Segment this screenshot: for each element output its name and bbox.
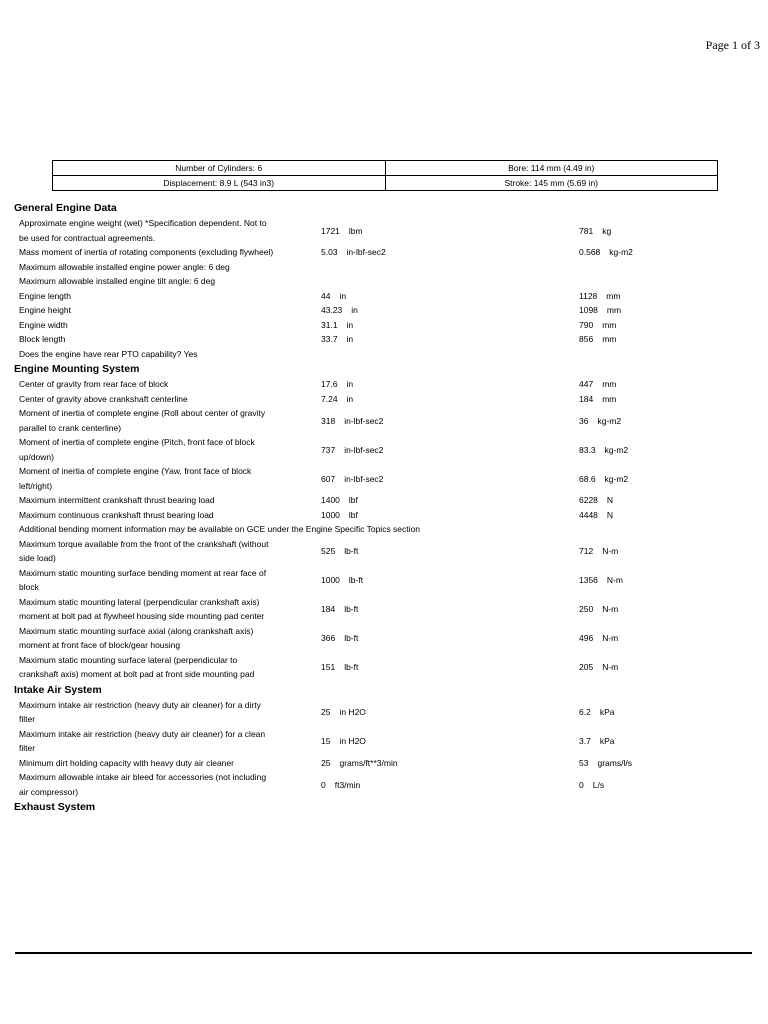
metric-unit: N-m bbox=[602, 604, 619, 614]
metric-value-cell bbox=[579, 305, 621, 315]
metric-value: 36 bbox=[579, 415, 589, 426]
section-title: Intake Air System bbox=[14, 683, 102, 696]
spec-label: Maximum allowable installed engine power angle: 6 deg bbox=[19, 261, 230, 272]
imperial-value-cell bbox=[321, 334, 353, 344]
spec-label: Minimum dirt holding capacity with heavy duty air cleaner bbox=[19, 757, 234, 768]
metric-value: 6228 bbox=[579, 495, 598, 506]
metric-value: 496 bbox=[579, 633, 594, 643]
imperial-value-cell bbox=[321, 495, 358, 505]
metric-unit: N bbox=[606, 509, 614, 520]
spec-label: Moment of inertia of complete engine (Pitch, front face of block up/down) bbox=[19, 437, 255, 462]
cylinders-cell: Number of Cylinders: 6 bbox=[53, 161, 386, 176]
spec-label: Mass moment of inertia of rotating components (excluding flywheel) bbox=[19, 247, 274, 257]
spec-label: Maximum static mounting surface bending moment at rear face of block bbox=[19, 567, 267, 592]
metric-value: 184 bbox=[579, 393, 594, 404]
metric-value-cell bbox=[579, 736, 614, 746]
metric-value-cell bbox=[579, 575, 623, 585]
imperial-value-cell bbox=[321, 474, 383, 484]
stroke-cell: Stroke: 145 mm (5.69 in) bbox=[385, 176, 718, 191]
imperial-unit: ft3/min bbox=[334, 779, 361, 790]
imperial-unit: lbf bbox=[348, 495, 358, 506]
imperial-value-cell bbox=[321, 416, 383, 426]
metric-value-cell bbox=[579, 780, 604, 790]
section-title: Engine Mounting System bbox=[14, 363, 140, 375]
metric-value: 0 bbox=[579, 779, 584, 790]
metric-value-cell bbox=[579, 247, 633, 257]
metric-value-cell bbox=[579, 604, 618, 614]
metric-value: 205 bbox=[579, 662, 594, 672]
spec-label: Engine height bbox=[19, 305, 71, 315]
imperial-value-cell bbox=[321, 707, 366, 717]
metric-value-cell bbox=[579, 416, 621, 426]
imperial-unit: in bbox=[346, 379, 354, 390]
metric-unit: kg-m2 bbox=[604, 473, 629, 484]
metric-value: 250 bbox=[579, 604, 594, 614]
section-title: Exhaust System bbox=[14, 801, 96, 813]
imperial-value: 31.1 bbox=[321, 319, 338, 330]
imperial-value: 25 bbox=[321, 707, 331, 717]
imperial-value: 1000 bbox=[321, 509, 340, 520]
spec-label: Maximum intake air restriction (heavy duty air cleaner) for a clean filter bbox=[19, 728, 266, 753]
spec-label: Maximum static mounting surface axial (along crankshaft axis) moment at front face of block/gear housing bbox=[19, 625, 254, 650]
imperial-value: 0 bbox=[321, 779, 326, 790]
spec-row bbox=[0, 392, 768, 407]
imperial-value-cell bbox=[321, 305, 358, 315]
imperial-unit: grams/ft**3/min bbox=[339, 757, 398, 768]
imperial-unit: in H2O bbox=[339, 707, 366, 717]
metric-value-cell bbox=[579, 379, 616, 389]
imperial-unit: in bbox=[346, 319, 354, 330]
spec-row bbox=[0, 464, 768, 493]
metric-value-cell bbox=[579, 510, 613, 520]
table-row bbox=[53, 161, 718, 176]
page-number: Page 1 of 3 bbox=[705, 38, 760, 52]
imperial-unit: in bbox=[339, 290, 347, 301]
spec-row bbox=[0, 274, 768, 289]
imperial-value-cell bbox=[321, 445, 383, 455]
imperial-value: 525 bbox=[321, 546, 336, 556]
spec-row bbox=[0, 245, 768, 260]
imperial-value: 1721 bbox=[321, 225, 340, 236]
imperial-unit: lb-ft bbox=[344, 662, 359, 672]
table-row bbox=[53, 176, 718, 191]
imperial-value: 607 bbox=[321, 473, 336, 484]
spec-label: Maximum allowable installed engine tilt angle: 6 deg bbox=[19, 276, 216, 286]
spec-row bbox=[0, 756, 768, 771]
spec-label: Maximum continuous crankshaft thrust bearing load bbox=[19, 509, 214, 520]
imperial-unit: lb-ft bbox=[344, 633, 359, 643]
imperial-value-cell bbox=[321, 780, 360, 790]
imperial-value-cell bbox=[321, 633, 358, 643]
metric-value: 856 bbox=[579, 334, 594, 345]
spec-row bbox=[0, 653, 768, 682]
metric-value-cell bbox=[579, 474, 628, 484]
imperial-unit: lbf bbox=[348, 509, 358, 520]
spec-label: Approximate engine weight (wet) *Specification dependent. Not to be used for contractual agreements. bbox=[19, 218, 267, 243]
metric-value-cell bbox=[579, 394, 616, 404]
imperial-unit: in H2O bbox=[339, 736, 366, 746]
metric-value-cell bbox=[579, 445, 628, 455]
imperial-unit: in-lbf-sec2 bbox=[344, 473, 384, 484]
spec-content bbox=[0, 200, 768, 815]
metric-value-cell bbox=[579, 758, 632, 768]
spec-label: Block length bbox=[19, 334, 66, 344]
spec-row bbox=[0, 377, 768, 392]
metric-value-cell bbox=[579, 707, 614, 717]
imperial-value-cell bbox=[321, 379, 353, 389]
metric-unit: mm bbox=[602, 379, 617, 390]
metric-value: 790 bbox=[579, 319, 594, 330]
spec-row bbox=[0, 347, 768, 362]
metric-unit: grams/l/s bbox=[597, 757, 632, 768]
spec-row bbox=[0, 435, 768, 464]
imperial-value: 737 bbox=[321, 444, 336, 455]
metric-value: 6.2 bbox=[579, 707, 591, 717]
imperial-value: 5.03 bbox=[321, 247, 338, 258]
metric-value: 1356 bbox=[579, 575, 598, 585]
spec-label: Moment of inertia of complete engine (Yaw, front face of block left/right) bbox=[19, 466, 252, 491]
imperial-value: 184 bbox=[321, 604, 336, 614]
spec-label: Maximum static mounting lateral (perpendicular crankshaft axis) moment at bolt pad at flywheel housing side mounting pad center bbox=[19, 596, 265, 621]
metric-value: 68.6 bbox=[579, 473, 596, 484]
metric-value: 0.568 bbox=[579, 247, 601, 258]
metric-unit: mm bbox=[606, 290, 621, 301]
imperial-value: 25 bbox=[321, 757, 331, 768]
engine-spec-table bbox=[52, 160, 718, 191]
spec-row bbox=[0, 624, 768, 653]
spec-label: Maximum static mounting surface lateral (perpendicular to crankshaft axis) moment at bolt pad at front side mounting pad bbox=[19, 654, 255, 679]
imperial-value: 151 bbox=[321, 662, 336, 672]
spec-label: Engine length bbox=[19, 290, 71, 301]
spec-row bbox=[0, 318, 768, 333]
imperial-value-cell bbox=[321, 736, 366, 746]
metric-unit: L/s bbox=[592, 779, 605, 790]
imperial-unit: lbm bbox=[348, 225, 363, 236]
imperial-value: 44 bbox=[321, 290, 331, 301]
spec-row bbox=[0, 770, 768, 799]
imperial-value: 366 bbox=[321, 633, 336, 643]
spec-label: Does the engine have rear PTO capability? Yes bbox=[19, 348, 198, 359]
imperial-value: 1000 bbox=[321, 575, 340, 585]
imperial-unit: in bbox=[346, 393, 354, 404]
metric-value: 1128 bbox=[579, 290, 598, 301]
metric-unit: mm bbox=[602, 334, 617, 345]
imperial-unit: in-lbf-sec2 bbox=[346, 247, 386, 258]
spec-row bbox=[0, 522, 768, 537]
imperial-value-cell bbox=[321, 662, 358, 672]
metric-unit: kg-m2 bbox=[604, 444, 629, 455]
spec-row bbox=[0, 493, 768, 508]
imperial-value: 318 bbox=[321, 415, 336, 426]
spec-label: Maximum allowable intake air bleed for accessories (not including air compressor) bbox=[19, 772, 267, 797]
spec-label: Maximum intermittent crankshaft thrust bearing load bbox=[19, 495, 215, 505]
spec-label: Engine width bbox=[19, 319, 68, 330]
imperial-unit: in-lbf-sec2 bbox=[344, 444, 384, 455]
imperial-value: 17.6 bbox=[321, 379, 338, 390]
metric-value-cell bbox=[579, 226, 611, 236]
imperial-unit: in bbox=[346, 334, 354, 345]
spec-row bbox=[0, 595, 768, 624]
spec-label: Moment of inertia of complete engine (Roll about center of gravity parallel to crank centerline) bbox=[19, 408, 266, 433]
metric-value-cell bbox=[579, 633, 618, 643]
metric-unit: kg bbox=[602, 225, 612, 236]
imperial-unit: in bbox=[351, 305, 358, 316]
spec-label: Center of gravity above crankshaft centerline bbox=[19, 393, 188, 404]
spec-row bbox=[0, 566, 768, 595]
spec-row bbox=[0, 332, 768, 347]
imperial-value-cell bbox=[321, 510, 358, 520]
imperial-value-cell bbox=[321, 247, 386, 257]
spec-label: Additional bending moment information may be available on GCE under the Engine Specific Topics section bbox=[19, 524, 420, 534]
metric-value-cell bbox=[579, 495, 613, 505]
metric-unit: mm bbox=[602, 319, 617, 330]
metric-unit: N-m bbox=[606, 575, 623, 585]
metric-unit: N-m bbox=[602, 546, 619, 556]
imperial-unit: lb-ft bbox=[344, 604, 359, 614]
imperial-value-cell bbox=[321, 604, 358, 614]
metric-value: 712 bbox=[579, 546, 594, 556]
spec-label: Maximum intake air restriction (heavy duty air cleaner) for a dirty filter bbox=[19, 699, 261, 724]
imperial-value: 1400 bbox=[321, 495, 340, 506]
metric-value-cell bbox=[579, 662, 618, 672]
metric-value-cell bbox=[579, 546, 618, 556]
imperial-value-cell bbox=[321, 394, 353, 404]
bore-cell: Bore: 114 mm (4.49 in) bbox=[385, 161, 718, 176]
metric-unit: kPa bbox=[599, 736, 615, 746]
spec-row bbox=[0, 303, 768, 318]
spec-label: Center of gravity from rear face of block bbox=[19, 379, 169, 389]
metric-unit: kg-m2 bbox=[609, 247, 633, 258]
metric-unit: mm bbox=[602, 393, 617, 404]
metric-unit: N-m bbox=[602, 633, 619, 643]
metric-unit: mm bbox=[606, 305, 622, 316]
spec-row bbox=[0, 537, 768, 566]
metric-value: 53 bbox=[579, 757, 589, 768]
imperial-value-cell bbox=[321, 291, 346, 301]
metric-value-cell bbox=[579, 320, 616, 330]
metric-value: 1098 bbox=[579, 305, 598, 316]
imperial-unit: lb-ft bbox=[348, 575, 364, 585]
metric-unit: kPa bbox=[599, 707, 615, 717]
spec-label: Maximum torque available from the front of the crankshaft (without side load) bbox=[19, 538, 269, 563]
imperial-unit: lb-ft bbox=[344, 546, 359, 556]
spec-row bbox=[0, 406, 768, 435]
metric-unit: kg-m2 bbox=[597, 415, 622, 426]
metric-value: 781 bbox=[579, 225, 594, 236]
imperial-value-cell bbox=[321, 575, 363, 585]
imperial-value-cell bbox=[321, 758, 398, 768]
footer-divider bbox=[15, 952, 752, 954]
spec-row bbox=[0, 260, 768, 275]
imperial-value-cell bbox=[321, 546, 358, 556]
imperial-unit: in-lbf-sec2 bbox=[344, 415, 384, 426]
spec-row bbox=[0, 289, 768, 304]
metric-unit: N bbox=[606, 495, 614, 506]
imperial-value: 15 bbox=[321, 736, 331, 746]
spec-row bbox=[0, 508, 768, 523]
spec-row bbox=[0, 727, 768, 756]
section-title: General Engine Data bbox=[14, 202, 117, 214]
imperial-value: 33.7 bbox=[321, 334, 338, 345]
imperial-value-cell bbox=[321, 226, 363, 236]
imperial-value: 7.24 bbox=[321, 393, 338, 404]
imperial-value-cell bbox=[321, 320, 353, 330]
spec-row bbox=[0, 216, 768, 245]
metric-value-cell bbox=[579, 291, 620, 301]
imperial-value: 43.23 bbox=[321, 305, 343, 316]
metric-value: 3.7 bbox=[579, 736, 591, 746]
displacement-cell: Displacement: 8.9 L (543 in3) bbox=[53, 176, 386, 191]
metric-value-cell bbox=[579, 334, 616, 344]
metric-value: 83.3 bbox=[579, 444, 596, 455]
spec-row bbox=[0, 698, 768, 727]
metric-unit: N-m bbox=[602, 662, 619, 672]
metric-value: 4448 bbox=[579, 509, 598, 520]
metric-value: 447 bbox=[579, 379, 594, 390]
